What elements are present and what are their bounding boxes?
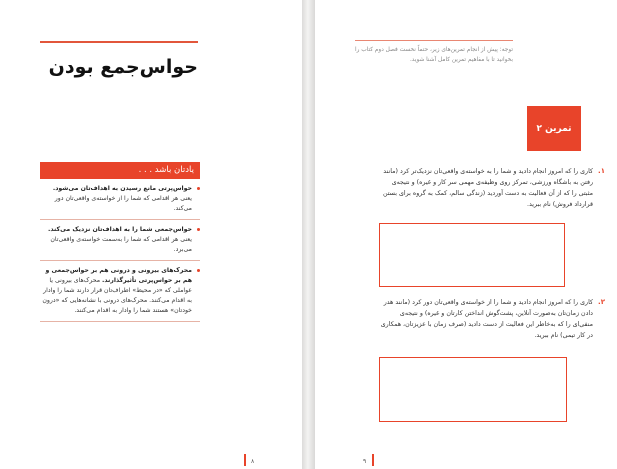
item-text: کاری را که امروز انجام دادید و شما را از خواسته‌ی واقعی‌تان دور کرد (مانند هدر دادن زمان‌تان به‌صورت آنلاین، پشت‌گوش انداختن کارتان و غیره) و نتیجه‌ی منفی‌ای را که به‌خاطر این فعالیت از دست دادید (صرف زمان با عزیزتان، همکاری در کار تیمی) نام ببرید. bbox=[380, 299, 593, 339]
note-text: یعنی هر اقدامی که شما را از خواسته‌ی واقعی‌تان دور می‌کند. bbox=[54, 195, 192, 212]
bullet-icon bbox=[197, 269, 200, 272]
item-number: ۲. bbox=[598, 298, 605, 306]
exercise-item bbox=[379, 297, 605, 341]
footer-bar bbox=[244, 454, 246, 466]
book-spine bbox=[302, 0, 315, 469]
footer-bar bbox=[372, 454, 374, 466]
note-bold: محرک‌های بیرونی و درونی هم بر حواس‌جمعی و هم بر حواس‌پرتی تأثیرگذارند. bbox=[45, 267, 192, 284]
intro-note: توجه: پیش از انجام تمرین‌های زیر، حتماً نخست فصل دوم کتاب را بخوانید تا با مفاهیم تمرین کامل آشنا شوید. bbox=[354, 47, 513, 63]
note-item bbox=[40, 179, 200, 220]
right-page bbox=[315, 0, 617, 469]
bullet-icon bbox=[197, 187, 200, 190]
page-number: ۸ bbox=[251, 458, 255, 465]
notes-list bbox=[40, 179, 200, 322]
note-item bbox=[40, 261, 200, 322]
item-text: کاری را که امروز انجام دادید و شما را به خواسته‌ی واقعی‌تان نزدیک‌تر کرد (مانند رفتن به باشگاه ورزشی، تمرکز روی وظیفه‌ی مهمی سر کار و غیره) و نتیجه‌ی مثبتی را که از آن فعالیت به دست آوردید (زندگی سالم، کمک به گروه برای بستن قرارداد فروش) نام ببرید. bbox=[382, 168, 593, 208]
note-item bbox=[40, 220, 200, 261]
answer-box[interactable] bbox=[379, 223, 565, 287]
exercise-item bbox=[379, 166, 605, 210]
bullet-icon bbox=[197, 228, 200, 231]
answer-box[interactable] bbox=[379, 357, 567, 422]
intro-rule bbox=[355, 40, 513, 41]
note-text: محرک‌های بیرونی یا عواملی که «در محیط» اطراف‌تان قرار دارند شما را وادار به اقدام می‌کنند. محرک‌های درونی با نشانه‌هایی که «درون خودتان» هستند شما را وادار به اقدام می‌کنند. bbox=[42, 277, 192, 314]
title-rule bbox=[40, 41, 198, 43]
page-number: ۹ bbox=[363, 458, 367, 465]
notes-header: یادتان باشد . . . bbox=[40, 162, 200, 179]
exercise-badge: تمرین ۲ bbox=[527, 106, 581, 151]
left-page bbox=[0, 0, 302, 469]
note-bold: حواس‌جمعی شما را به اهداف‌تان نزدیک می‌کند. bbox=[48, 226, 192, 233]
item-number: ۱. bbox=[598, 167, 605, 175]
note-bold: حواس‌پرتی مانع رسیدن به اهداف‌تان می‌شود. bbox=[52, 185, 192, 192]
chapter-title: حواس‌جمع بودن bbox=[48, 56, 198, 78]
note-text: یعنی هر اقدامی که شما را به‌سمت خواسته‌ی واقعی‌تان می‌برد. bbox=[50, 236, 192, 253]
notes-box bbox=[40, 162, 200, 322]
